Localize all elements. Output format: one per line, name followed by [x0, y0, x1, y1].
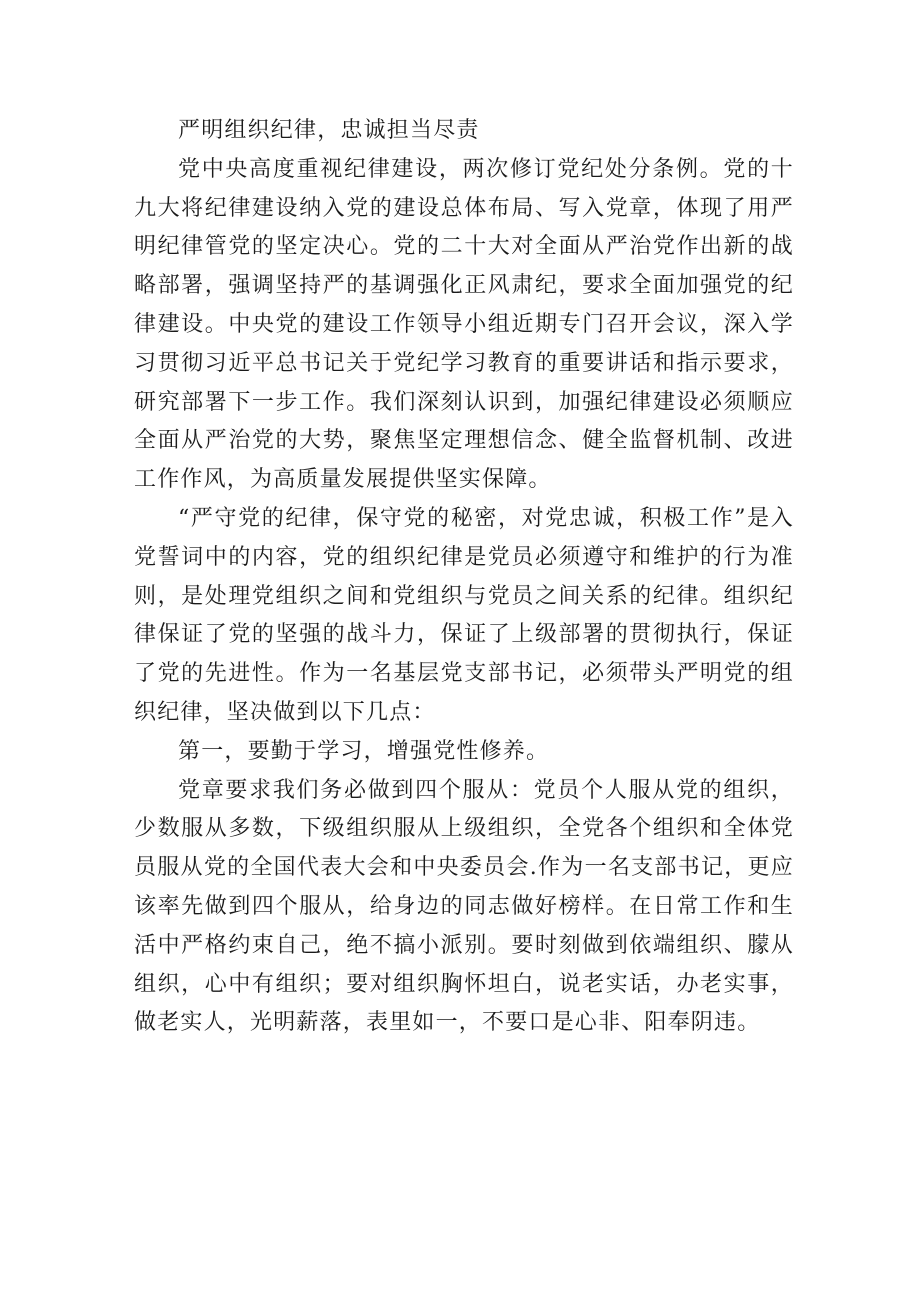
document-title: 严明组织纪律，忠诚担当尽责 — [178, 118, 480, 143]
paragraph-point-one-heading: 第一，要勤于学习，增强党性修养。 — [178, 738, 550, 764]
paragraph-oath-organization-discipline: “严守党的纪律，保守党的秘密，对党忠诚，积极工作”是入党誓词中的内容，党的组织纪律是党员必须遵守和维护的行为准则，是处理党组织之间和党组织与党员之间关系的纪律。组织纪律保证了党的坚强的战斗力，保证了上级部署的贯彻执行，保证了党的先进性。作为一名基层党支部书记，必须带头严明党的组织纪律，坚决做到以下几点： — [134, 505, 794, 725]
paragraph-discipline-building: 党中央高度重视纪律建设，两次修订党纪处分条例。党的十九大将纪律建设纳入党的建设总体布局、写入党章，体现了用严明纪律管党的坚定决心。党的二十大对全面从严治党作出新的战略部署，强调坚持严的基调强化正风肃纪，要求全面加强党的纪律建设。中央党的建设工作领导小组近期专门召开会议，深入学习贯彻习近平总书记关于党纪学习教育的重要讲话和指示要求，研究部署下一步工作。我们深刻认识到，加强纪律建设必须顺应全面从严治党的大势，聚焦坚定理想信念、健全监督机制、改进工作作风，为高质量发展提供坚实保障。 — [134, 156, 794, 493]
document-body — [134, 112, 794, 1043]
paragraph-four-obediences: 党章要求我们务必做到四个服从：党员个人服从党的组织，少数服从多数，下级组织服从上级组织，全党各个组织和全体党员服从党的全国代表大会和中央委员会.作为一名支部书记，更应该率先做到四个服从，给身边的同志做好榜样。在日常工作和生活中严格约束自己，绝不搞小派别。要时刻做到依端组织、朦从组织，心中有组织；要对组织胸怀坦白，说老实话，办老实事，做老实人，光明薪落，表里如一，不要口是心非、阳奉阴违。 — [134, 777, 794, 1036]
